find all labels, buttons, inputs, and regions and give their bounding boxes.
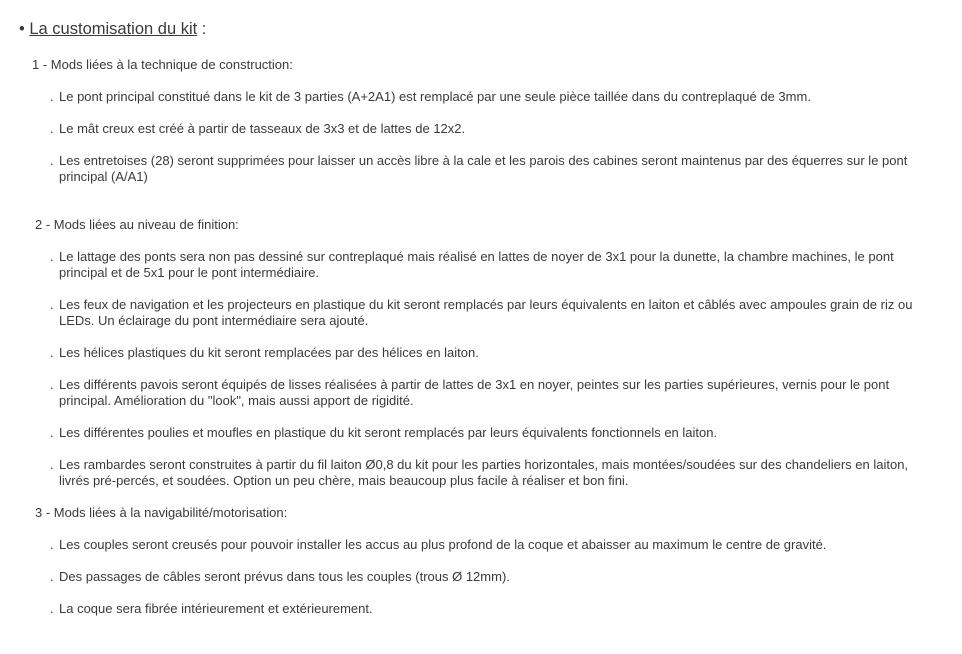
list-item — [50, 377, 935, 409]
list-item — [50, 425, 935, 441]
item-text: Les entretoises (28) seront supprimées pour laisser un accès libre à la cale et les parois des cabines seront maintenus par des équerres sur le pont principal (A/A1) — [59, 153, 908, 184]
item-marker: . — [50, 425, 54, 440]
item-marker: . — [50, 377, 54, 392]
item-text: Les différentes poulies et moufles en plastique du kit seront remplacés par leurs équivalents fonctionnels en laiton. — [59, 425, 718, 440]
list-item — [50, 297, 935, 329]
item-marker: . — [50, 601, 54, 616]
item-text: Le mât creux est créé à partir de tasseaux de 3x3 et de lattes de 12x2. — [59, 121, 466, 136]
list-item — [50, 249, 935, 281]
heading-suffix: : — [197, 20, 207, 38]
item-marker: . — [50, 457, 54, 472]
list-item — [50, 457, 935, 489]
item-text: Les couples seront creusés pour pouvoir installer les accus au plus profond de la coque et abaisser au maximum le centre de gravité. — [59, 537, 827, 552]
heading-title: La customisation du kit — [29, 20, 198, 38]
section-2-label: 2 - Mods liées au niveau de finition: — [35, 217, 239, 232]
item-marker: . — [50, 569, 54, 584]
item-text: Le pont principal constitué dans le kit de 3 parties (A+2A1) est remplacé par une seule pièce taillée dans du contreplaqué de 3mm. — [59, 89, 811, 104]
item-text: Les feux de navigation et les projecteurs en plastique du kit seront remplacés par leurs équivalents en laiton et câblés avec ampoules grain de riz ou LEDs. Un éclairage du pont intermédiaire sera ajouté. — [59, 297, 913, 328]
list-item — [50, 345, 935, 361]
list-item — [50, 89, 935, 105]
heading-bullet: • — [19, 20, 25, 38]
list-item — [50, 569, 935, 585]
section-heading — [19, 19, 206, 39]
item-text: Le lattage des ponts sera non pas dessiné sur contreplaqué mais réalisé en lattes de noyer de 3x1 pour la dunette, la chambre machines, le pont principal et de 5x1 pour le pont intermédiaire. — [59, 249, 894, 280]
item-text: Des passages de câbles seront prévus dans tous les couples (trous Ø 12mm). — [59, 569, 510, 584]
list-item — [50, 121, 935, 137]
section-3-label: 3 - Mods liées à la navigabilité/motorisation: — [35, 505, 288, 520]
list-item — [50, 153, 935, 185]
item-marker: . — [50, 121, 54, 136]
item-text: Les hélices plastiques du kit seront remplacées par des hélices en laiton. — [59, 345, 479, 360]
item-text: Les rambardes seront construites à partir du fil laiton Ø0,8 du kit pour les parties horizontales, mais montées/soudées sur des chandeliers en laiton, livrés pré-percés, et soudées. Option un peu chère, mais beaucoup plus facile à réaliser et bon fini. — [59, 457, 909, 488]
item-marker: . — [50, 249, 54, 264]
item-marker: . — [50, 345, 54, 360]
item-text: Les différents pavois seront équipés de lisses réalisées à partir de lattes de 3x1 en noyer, peintes sur les parties supérieures, vernis pour le pont principal. Amélioration du "look", mais aussi apport de rigidité. — [59, 377, 890, 408]
item-marker: . — [50, 537, 54, 552]
list-item — [50, 537, 935, 553]
item-marker: . — [50, 297, 54, 312]
item-text: La coque sera fibrée intérieurement et extérieurement. — [59, 601, 373, 616]
list-item — [50, 601, 935, 617]
item-marker: . — [50, 153, 54, 168]
section-1-label: 1 - Mods liées à la technique de construction: — [32, 57, 293, 72]
item-marker: . — [50, 89, 54, 104]
